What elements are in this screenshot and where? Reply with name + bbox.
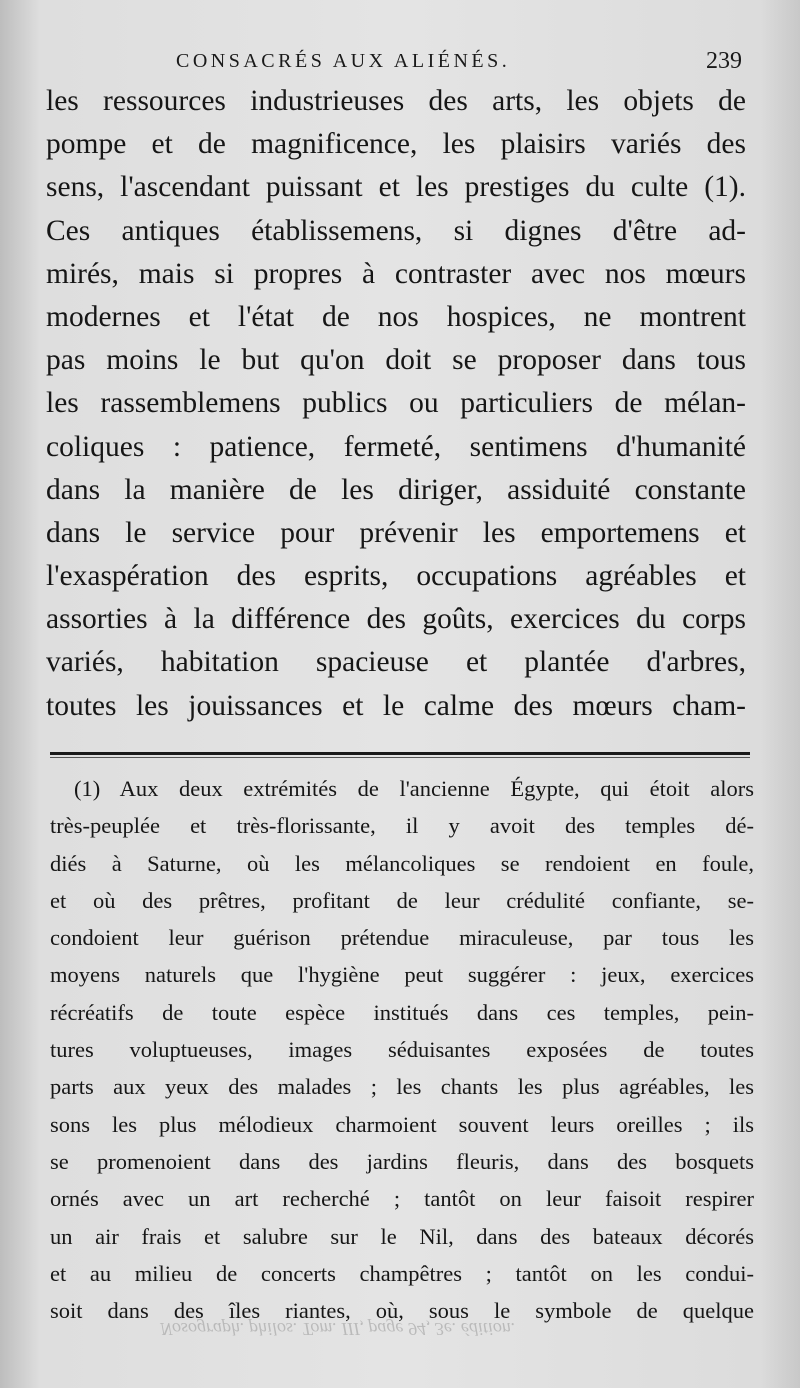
body-line: les rassemblemens publics ou particuliers de mélan- (46, 387, 746, 420)
footnote-line: condoient leur guérison prétendue miraculeuse, par tous les (50, 925, 754, 951)
body-line: modernes et l'état de nos hospices, ne montrent (46, 300, 746, 333)
footnote-line: se promenoient dans des jardins fleuris, dans des bosquets (50, 1148, 754, 1174)
footnote-line: récréatifs de toute espèce institués dans ces temples, pein- (50, 999, 754, 1025)
footnote-rule (50, 752, 750, 755)
footnote-line: un air frais et salubre sur le Nil, dans des bateaux décorés (50, 1223, 754, 1249)
page-header (48, 46, 742, 78)
main-text-block (46, 80, 746, 728)
footnote-rule-thin (50, 757, 750, 758)
body-line: pompe et de magnificence, les plaisirs variés des (46, 128, 746, 161)
footnote-line: et au milieu de concerts champêtres ; tantôt on les condui- (50, 1260, 754, 1286)
body-line: variés, habitation spacieuse et plantée d'arbres, (46, 646, 746, 679)
footnote-block (50, 770, 754, 1329)
footnote-line: sons les plus mélodieux charmoient souvent leurs oreilles ; ils (50, 1111, 754, 1137)
page-number: 239 (706, 48, 742, 74)
bleed-through-text: Nosograph. philos. Tom. III, page 94, 3e. édition. (160, 1319, 516, 1339)
footnote-line: (1) Aux deux extrémités de l'ancienne Égypte, qui étoit alors (74, 776, 754, 801)
body-line: dans le service pour prévenir les emportemens et (46, 516, 746, 549)
body-line: pas moins le but qu'on doit se proposer dans tous (46, 344, 746, 377)
footnote-line: diés à Saturne, où les mélancoliques se rendoient en foule, (50, 850, 754, 876)
footnote-line: très-peuplée et très-florissante, il y avoit des temples dé- (50, 813, 754, 839)
footnote-line: soit dans des îles riantes, où, sous le symbole de quelque (50, 1298, 754, 1324)
footnote-line: moyens naturels que l'hygiène peut suggérer : jeux, exercices (50, 962, 754, 988)
body-line: sens, l'ascendant puissant et les prestiges du culte (1). (46, 171, 746, 204)
body-line: coliques : patience, fermeté, sentimens d'humanité (46, 430, 746, 463)
body-line: l'exaspération des esprits, occupations agréables et (46, 560, 746, 593)
body-line: mirés, mais si propres à contraster avec nos mœurs (46, 257, 746, 290)
running-head: CONSACRÉS AUX ALIÉNÉS. (176, 50, 511, 72)
body-line: Ces antiques établissemens, si dignes d'être ad- (46, 214, 746, 247)
footnote-line: ornés avec un art recherché ; tantôt on leur faisoit respirer (50, 1186, 754, 1212)
footnote-line: et où des prêtres, profitant de leur crédulité confiante, se- (50, 887, 754, 913)
body-line: toutes les jouissances et le calme des mœurs cham- (46, 689, 746, 722)
footnote-line: tures voluptueuses, images séduisantes exposées de toutes (50, 1037, 754, 1063)
body-line: assorties à la différence des goûts, exercices du corps (46, 603, 746, 636)
footnote-line: parts aux yeux des malades ; les chants les plus agréables, les (50, 1074, 754, 1100)
body-line: les ressources industrieuses des arts, les objets de (46, 85, 746, 117)
body-line: dans la manière de les diriger, assiduité constante (46, 473, 746, 506)
